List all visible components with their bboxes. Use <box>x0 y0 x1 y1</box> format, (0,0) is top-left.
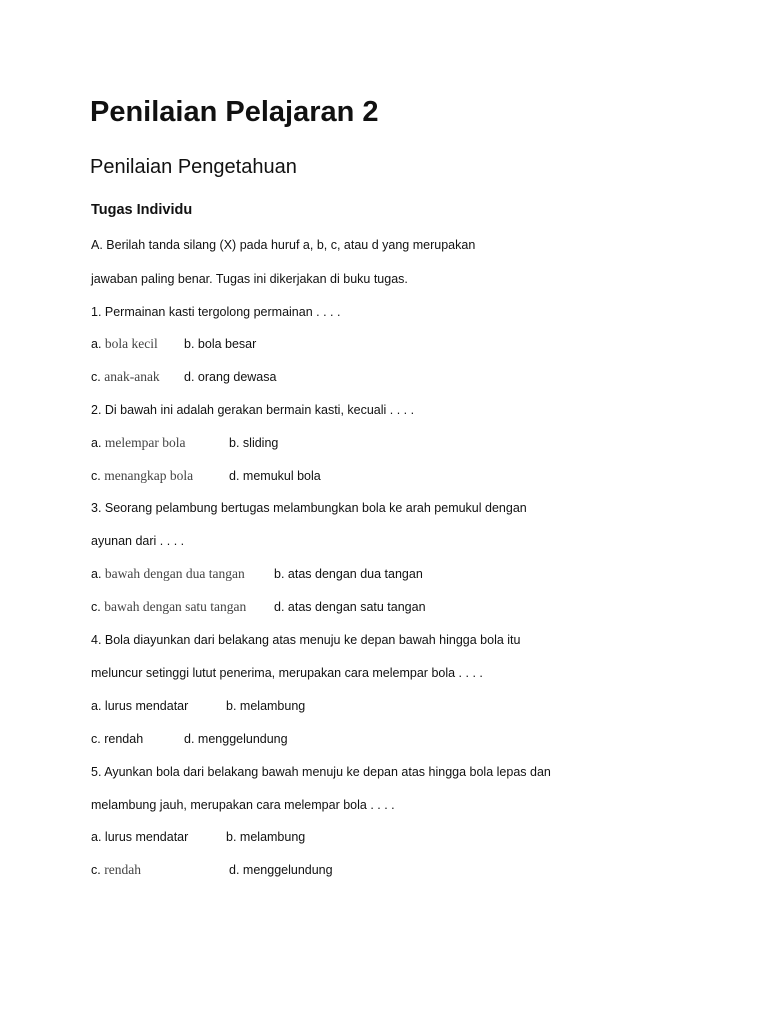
answer-option <box>91 829 188 845</box>
option-label: c. <box>91 469 101 483</box>
option-label: d. <box>229 469 240 483</box>
option-text: atas dengan satu tangan <box>287 600 426 614</box>
question-text: 1. Permainan kasti tergolong permainan . . . . <box>91 305 341 319</box>
question-text: 3. Seorang pelambung bertugas melambungkan bola ke arah pemukul dengan <box>91 501 527 515</box>
answer-option <box>91 369 160 385</box>
answer-option <box>91 862 141 878</box>
option-text: atas dengan dua tangan <box>287 567 423 581</box>
option-label: b. <box>274 567 285 581</box>
answer-option <box>274 566 423 582</box>
option-text: menangkap bola <box>104 468 194 483</box>
answer-option <box>184 731 288 747</box>
option-text: memukul bola <box>242 469 321 483</box>
option-label: d. <box>184 732 195 746</box>
option-label: d. <box>184 370 195 384</box>
option-text: bola besar <box>197 337 257 351</box>
option-text: sliding <box>242 436 279 450</box>
answer-option <box>229 468 321 484</box>
option-text: orang dewasa <box>197 370 277 384</box>
subtitle: Penilaian Pengetahuan <box>90 156 297 178</box>
option-text: menggelundung <box>197 732 288 746</box>
option-text: melambung <box>239 699 306 713</box>
answer-option <box>91 599 246 615</box>
option-label: a. <box>91 699 102 713</box>
option-label: d. <box>274 600 285 614</box>
option-text: melempar bola <box>104 435 186 450</box>
answer-option <box>226 829 305 845</box>
option-label: c. <box>91 600 101 614</box>
instruction-line: A. Berilah tanda silang (X) pada huruf a, b, c, atau d yang merupakan <box>91 238 476 252</box>
option-text: menggelundung <box>242 863 333 877</box>
option-text: anak-anak <box>104 369 160 384</box>
option-label: a. <box>91 567 102 581</box>
answer-option <box>91 731 143 747</box>
page-title: Penilaian Pelajaran 2 <box>90 96 379 128</box>
answer-option <box>184 369 276 385</box>
option-label: a. <box>91 337 102 351</box>
answer-option <box>91 435 186 451</box>
question-text: ayunan dari . . . . <box>91 534 185 548</box>
option-text: rendah <box>104 732 144 746</box>
answer-option <box>91 698 188 714</box>
option-text: rendah <box>104 862 141 877</box>
option-label: c. <box>91 370 101 384</box>
option-label: b. <box>184 337 195 351</box>
instruction-line: jawaban paling benar. Tugas ini dikerjakan di buku tugas. <box>91 272 408 286</box>
option-label: a. <box>91 830 102 844</box>
option-text: bawah dengan satu tangan <box>104 599 247 614</box>
option-text: lurus mendatar <box>104 699 189 713</box>
question-text: 4. Bola diayunkan dari belakang atas menuju ke depan bawah hingga bola itu <box>91 633 521 647</box>
option-label: b. <box>229 436 240 450</box>
option-text: bawah dengan dua tangan <box>104 566 245 581</box>
option-label: d. <box>229 863 240 877</box>
answer-option <box>91 336 158 352</box>
option-label: a. <box>91 436 102 450</box>
question-text: 5. Ayunkan bola dari belakang bawah menuju ke depan atas hingga bola lepas dan <box>91 765 551 779</box>
option-label: c. <box>91 863 101 877</box>
option-label: b. <box>226 830 237 844</box>
option-text: melambung <box>239 830 306 844</box>
question-text: melambung jauh, merupakan cara melempar bola . . . . <box>91 798 395 812</box>
answer-option <box>91 468 193 484</box>
section-heading: Tugas Individu <box>91 202 193 218</box>
option-label: b. <box>226 699 237 713</box>
answer-option <box>91 566 245 582</box>
option-text: lurus mendatar <box>104 830 189 844</box>
answer-option <box>226 698 305 714</box>
question-text: 2. Di bawah ini adalah gerakan bermain kasti, kecuali . . . . <box>91 403 415 417</box>
option-label: c. <box>91 732 101 746</box>
answer-option <box>274 599 426 615</box>
answer-option <box>229 862 333 878</box>
answer-option <box>184 336 256 352</box>
answer-option <box>229 435 278 451</box>
option-text: bola kecil <box>104 336 158 351</box>
question-text: meluncur setinggi lutut penerima, merupakan cara melempar bola . . . . <box>91 666 483 680</box>
